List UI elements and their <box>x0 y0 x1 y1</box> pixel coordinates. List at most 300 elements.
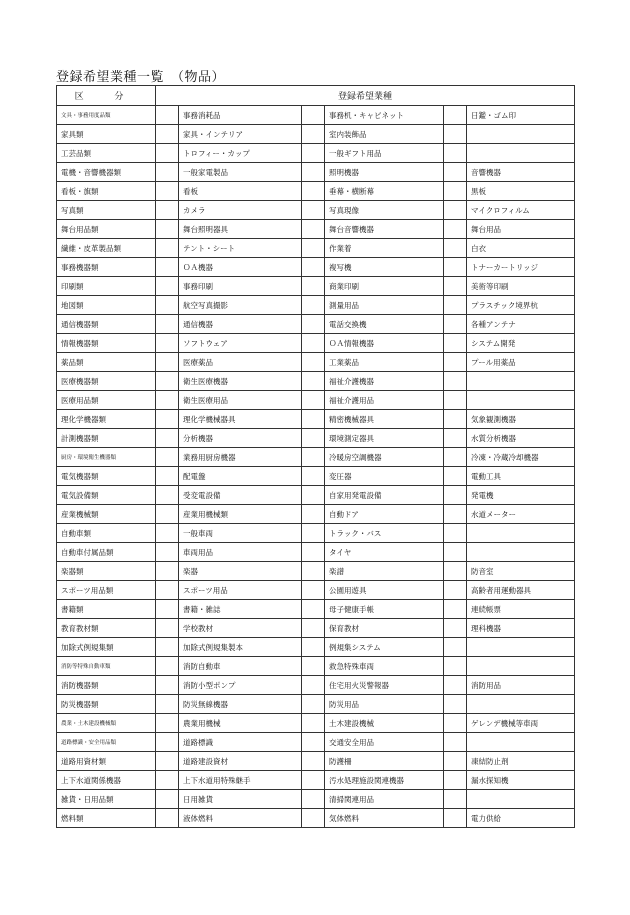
table-row <box>57 315 575 334</box>
checkbox-cell[interactable] <box>302 144 325 163</box>
industry-type-cell: 汚水処理施設関連機器 <box>325 771 444 790</box>
industry-type-cell <box>467 543 575 562</box>
industry-type-cell: 理科機器 <box>467 619 575 638</box>
checkbox-cell[interactable] <box>302 106 325 125</box>
checkbox-cell[interactable] <box>156 296 179 315</box>
industry-type-cell: 消防用品 <box>467 676 575 695</box>
table-row <box>57 448 575 467</box>
industry-type-cell: 楽器 <box>179 562 302 581</box>
industry-type-cell <box>467 391 575 410</box>
checkbox-cell[interactable] <box>444 106 467 125</box>
category-cell: 自動車付属品類 <box>57 543 156 562</box>
checkbox-cell[interactable] <box>302 277 325 296</box>
table-row <box>57 239 575 258</box>
checkbox-cell[interactable] <box>156 752 179 771</box>
industry-type-cell: 業務用厨房機器 <box>179 448 302 467</box>
category-cell: 舞台用品類 <box>57 220 156 239</box>
checkbox-cell[interactable] <box>302 315 325 334</box>
category-cell: 通信機器類 <box>57 315 156 334</box>
category-cell: 電機・音響機器類 <box>57 163 156 182</box>
industry-type-cell <box>467 657 575 676</box>
checkbox-cell[interactable] <box>444 410 467 429</box>
industry-type-cell: 黒板 <box>467 182 575 201</box>
industry-type-cell: トラック・バス <box>325 524 444 543</box>
industry-type-cell: 看板 <box>179 182 302 201</box>
checkbox-cell[interactable] <box>444 467 467 486</box>
checkbox-cell[interactable] <box>302 391 325 410</box>
checkbox-cell[interactable] <box>444 600 467 619</box>
category-cell: 印刷類 <box>57 277 156 296</box>
industry-type-cell: 連続帳票 <box>467 600 575 619</box>
checkbox-cell[interactable] <box>156 410 179 429</box>
checkbox-cell[interactable] <box>444 771 467 790</box>
checkbox-cell[interactable] <box>302 600 325 619</box>
industry-type-cell <box>467 144 575 163</box>
checkbox-cell[interactable] <box>156 372 179 391</box>
table-row <box>57 106 575 125</box>
table-row <box>57 638 575 657</box>
checkbox-cell[interactable] <box>156 771 179 790</box>
table-row <box>57 600 575 619</box>
category-cell: 工芸品類 <box>57 144 156 163</box>
industry-type-cell: 気象観測機器 <box>467 410 575 429</box>
industry-type-cell: ＯＡ情報機器 <box>325 334 444 353</box>
industry-type-cell: 商業印刷 <box>325 277 444 296</box>
industry-type-cell: 農業用機械 <box>179 714 302 733</box>
industry-type-cell: トナーカートリッジ <box>467 258 575 277</box>
checkbox-cell[interactable] <box>302 714 325 733</box>
category-cell: 防災機器類 <box>57 695 156 714</box>
checkbox-cell[interactable] <box>444 695 467 714</box>
table-row <box>57 277 575 296</box>
industry-type-cell: 自家用発電設備 <box>325 486 444 505</box>
table-row <box>57 353 575 372</box>
industry-type-cell: 気体燃料 <box>325 809 444 828</box>
category-cell: 看板・旗類 <box>57 182 156 201</box>
checkbox-cell[interactable] <box>302 182 325 201</box>
industry-type-cell: 車両用品 <box>179 543 302 562</box>
industry-type-cell: 事務消耗品 <box>179 106 302 125</box>
industry-type-cell: 産業用機械類 <box>179 505 302 524</box>
checkbox-cell[interactable] <box>156 676 179 695</box>
industry-type-cell: 防災無線機器 <box>179 695 302 714</box>
industry-type-cell: 発電機 <box>467 486 575 505</box>
industry-type-cell <box>467 733 575 752</box>
industry-type-cell: 事務机・キャビネット <box>325 106 444 125</box>
checkbox-cell[interactable] <box>444 486 467 505</box>
table-row <box>57 220 575 239</box>
checkbox-cell[interactable] <box>302 505 325 524</box>
table-row <box>57 562 575 581</box>
checkbox-cell[interactable] <box>302 220 325 239</box>
checkbox-cell[interactable] <box>302 771 325 790</box>
checkbox-cell[interactable] <box>444 372 467 391</box>
industry-types-header: 登録希望業種 <box>156 86 575 106</box>
checkbox-cell[interactable] <box>156 182 179 201</box>
category-cell: 農業・土木建設機械類 <box>57 714 156 733</box>
checkbox-cell[interactable] <box>302 543 325 562</box>
checkbox-cell[interactable] <box>444 543 467 562</box>
checkbox-cell[interactable] <box>156 657 179 676</box>
industry-type-cell <box>467 638 575 657</box>
table-row <box>57 809 575 828</box>
checkbox-cell[interactable] <box>302 125 325 144</box>
category-cell: 情報機器類 <box>57 334 156 353</box>
industry-type-cell: 防護柵 <box>325 752 444 771</box>
checkbox-cell[interactable] <box>302 239 325 258</box>
industry-type-cell: 福祉介護機器 <box>325 372 444 391</box>
checkbox-cell[interactable] <box>302 752 325 771</box>
table-row <box>57 125 575 144</box>
industry-type-cell: 保育教材 <box>325 619 444 638</box>
industry-type-cell: 学校教材 <box>179 619 302 638</box>
industry-type-cell: 上下水道用特殊継手 <box>179 771 302 790</box>
category-cell: 医療用品類 <box>57 391 156 410</box>
industry-type-cell: 各種アンテナ <box>467 315 575 334</box>
industry-type-cell: 通信機器 <box>179 315 302 334</box>
industry-type-cell: 福祉介護用品 <box>325 391 444 410</box>
industry-type-cell <box>467 524 575 543</box>
checkbox-cell[interactable] <box>156 334 179 353</box>
table-row <box>57 296 575 315</box>
table-row <box>57 201 575 220</box>
table-row <box>57 695 575 714</box>
industry-type-cell: 交通安全用品 <box>325 733 444 752</box>
checkbox-cell[interactable] <box>302 429 325 448</box>
industry-type-cell: 清掃関連用品 <box>325 790 444 809</box>
table-row <box>57 676 575 695</box>
checkbox-cell[interactable] <box>444 752 467 771</box>
page-title: 登録希望業種一覧 （物品） <box>56 70 226 85</box>
industry-type-cell: 舞台照明器具 <box>179 220 302 239</box>
checkbox-cell[interactable] <box>444 353 467 372</box>
industry-type-cell: 日用雑貨 <box>179 790 302 809</box>
industry-type-cell: 作業着 <box>325 239 444 258</box>
checkbox-cell[interactable] <box>444 505 467 524</box>
industry-type-cell: 液体燃料 <box>179 809 302 828</box>
checkbox-cell[interactable] <box>156 391 179 410</box>
industry-type-cell: 日鑑・ゴム印 <box>467 106 575 125</box>
industry-type-cell: 電力供給 <box>467 809 575 828</box>
table-row <box>57 144 575 163</box>
industry-type-cell: 音響機器 <box>467 163 575 182</box>
table-row <box>57 505 575 524</box>
category-cell: 書籍類 <box>57 600 156 619</box>
industry-type-cell: トロフィー・カップ <box>179 144 302 163</box>
category-cell: 産業機械類 <box>57 505 156 524</box>
checkbox-cell[interactable] <box>156 144 179 163</box>
industry-type-cell: 書籍・雑誌 <box>179 600 302 619</box>
checkbox-cell[interactable] <box>156 790 179 809</box>
category-cell: 電気機器類 <box>57 467 156 486</box>
industry-type-cell: 室内装飾品 <box>325 125 444 144</box>
checkbox-cell[interactable] <box>156 524 179 543</box>
industry-type-cell: カメラ <box>179 201 302 220</box>
industry-type-cell: 複写機 <box>325 258 444 277</box>
checkbox-cell[interactable] <box>444 258 467 277</box>
checkbox-cell[interactable] <box>156 239 179 258</box>
category-cell: 薬品類 <box>57 353 156 372</box>
industry-type-cell: 土木建設機械 <box>325 714 444 733</box>
industry-type-cell: 一般ギフト用品 <box>325 144 444 163</box>
category-cell: 文具・事務用度品類 <box>57 106 156 125</box>
category-cell: 消防機器類 <box>57 676 156 695</box>
checkbox-cell[interactable] <box>302 733 325 752</box>
industry-type-cell: 一般車両 <box>179 524 302 543</box>
industry-type-cell: 例規集システム <box>325 638 444 657</box>
industry-type-cell: 水道メーター <box>467 505 575 524</box>
industry-type-cell: 工業薬品 <box>325 353 444 372</box>
checkbox-cell[interactable] <box>444 220 467 239</box>
industry-type-cell: システム開発 <box>467 334 575 353</box>
table-row <box>57 182 575 201</box>
checkbox-cell[interactable] <box>444 809 467 828</box>
checkbox-cell[interactable] <box>156 809 179 828</box>
industry-type-cell <box>467 125 575 144</box>
checkbox-cell[interactable] <box>302 695 325 714</box>
table-row <box>57 372 575 391</box>
checkbox-cell[interactable] <box>302 676 325 695</box>
industry-type-cell: 変圧器 <box>325 467 444 486</box>
checkbox-cell[interactable] <box>156 562 179 581</box>
checkbox-cell[interactable] <box>156 125 179 144</box>
category-cell: 楽器類 <box>57 562 156 581</box>
checkbox-cell[interactable] <box>302 790 325 809</box>
checkbox-cell[interactable] <box>156 486 179 505</box>
checkbox-cell[interactable] <box>302 296 325 315</box>
checkbox-cell[interactable] <box>444 448 467 467</box>
industry-type-cell: 写真現像 <box>325 201 444 220</box>
checkbox-cell[interactable] <box>302 809 325 828</box>
checkbox-cell[interactable] <box>156 543 179 562</box>
category-cell: 雑貨・日用品類 <box>57 790 156 809</box>
checkbox-cell[interactable] <box>302 334 325 353</box>
industry-type-cell: 事務印刷 <box>179 277 302 296</box>
industry-type-cell: 環境測定器具 <box>325 429 444 448</box>
checkbox-cell[interactable] <box>444 182 467 201</box>
checkbox-cell[interactable] <box>302 581 325 600</box>
category-cell: 厨房・環境衛生機器類 <box>57 448 156 467</box>
checkbox-cell[interactable] <box>444 391 467 410</box>
checkbox-cell[interactable] <box>444 733 467 752</box>
table-row <box>57 771 575 790</box>
category-cell: 教育教材類 <box>57 619 156 638</box>
industry-type-cell: 分析機器 <box>179 429 302 448</box>
checkbox-cell[interactable] <box>156 163 179 182</box>
checkbox-cell[interactable] <box>444 296 467 315</box>
checkbox-cell[interactable] <box>156 695 179 714</box>
checkbox-cell[interactable] <box>302 562 325 581</box>
checkbox-cell[interactable] <box>444 714 467 733</box>
checkbox-cell[interactable] <box>302 524 325 543</box>
checkbox-cell[interactable] <box>302 258 325 277</box>
industry-type-cell: 測量用品 <box>325 296 444 315</box>
table-row <box>57 467 575 486</box>
checkbox-cell[interactable] <box>156 505 179 524</box>
category-cell: 家具類 <box>57 125 156 144</box>
checkbox-cell[interactable] <box>302 448 325 467</box>
checkbox-cell[interactable] <box>444 562 467 581</box>
checkbox-cell[interactable] <box>444 524 467 543</box>
category-cell: 自動車類 <box>57 524 156 543</box>
industry-type-cell: 冷凍・冷蔵冷却機器 <box>467 448 575 467</box>
table-row <box>57 790 575 809</box>
checkbox-cell[interactable] <box>156 220 179 239</box>
checkbox-cell[interactable] <box>444 581 467 600</box>
industry-type-cell <box>467 372 575 391</box>
category-cell: 加除式例規集類 <box>57 638 156 657</box>
industry-type-cell: 白衣 <box>467 239 575 258</box>
checkbox-cell[interactable] <box>444 315 467 334</box>
industry-type-cell: 衛生医療用品 <box>179 391 302 410</box>
industry-type-cell: ＯＡ機器 <box>179 258 302 277</box>
industry-type-cell: ソフトウェア <box>179 334 302 353</box>
checkbox-cell[interactable] <box>156 448 179 467</box>
table-row <box>57 581 575 600</box>
checkbox-cell[interactable] <box>156 258 179 277</box>
checkbox-cell[interactable] <box>156 201 179 220</box>
industry-type-cell: ゲレンデ機械等車両 <box>467 714 575 733</box>
checkbox-cell[interactable] <box>156 277 179 296</box>
industry-type-cell: テント・シート <box>179 239 302 258</box>
table-row <box>57 334 575 353</box>
checkbox-cell[interactable] <box>302 657 325 676</box>
checkbox-cell[interactable] <box>302 372 325 391</box>
category-cell: 道路用資材類 <box>57 752 156 771</box>
industry-type-cell: 凍結防止剤 <box>467 752 575 771</box>
checkbox-cell[interactable] <box>302 619 325 638</box>
industry-type-cell: プール用薬品 <box>467 353 575 372</box>
checkbox-cell[interactable] <box>156 600 179 619</box>
checkbox-cell[interactable] <box>302 353 325 372</box>
checkbox-cell[interactable] <box>156 581 179 600</box>
industry-type-cell: 精密機械器具 <box>325 410 444 429</box>
checkbox-cell[interactable] <box>156 619 179 638</box>
checkbox-cell[interactable] <box>302 163 325 182</box>
industry-type-cell: マイクロフィルム <box>467 201 575 220</box>
checkbox-cell[interactable] <box>444 657 467 676</box>
checkbox-cell[interactable] <box>444 163 467 182</box>
table-row <box>57 486 575 505</box>
checkbox-cell[interactable] <box>156 315 179 334</box>
checkbox-cell[interactable] <box>302 486 325 505</box>
checkbox-cell[interactable] <box>156 467 179 486</box>
category-header: 区 分 <box>57 86 156 106</box>
industry-type-cell: 受変電設備 <box>179 486 302 505</box>
industry-type-cell <box>467 790 575 809</box>
checkbox-cell[interactable] <box>444 429 467 448</box>
industry-type-cell: 美術等印刷 <box>467 277 575 296</box>
category-cell: 道路標識・安全用品類 <box>57 733 156 752</box>
industry-type-cell: 垂幕・横断幕 <box>325 182 444 201</box>
table-row <box>57 543 575 562</box>
category-cell: 電気設備類 <box>57 486 156 505</box>
industry-type-cell: 漏水探知機 <box>467 771 575 790</box>
table-row <box>57 391 575 410</box>
category-cell: 理化学機器類 <box>57 410 156 429</box>
category-cell: 燃料類 <box>57 809 156 828</box>
industry-type-cell: 一般家電製品 <box>179 163 302 182</box>
industry-type-cell: 高齢者用運動器具 <box>467 581 575 600</box>
industry-table <box>56 85 575 828</box>
industry-type-cell <box>467 695 575 714</box>
industry-type-cell: 水質分析機器 <box>467 429 575 448</box>
table-row <box>57 752 575 771</box>
industry-type-cell: タイヤ <box>325 543 444 562</box>
checkbox-cell[interactable] <box>444 334 467 353</box>
industry-type-cell: 衛生医療機器 <box>179 372 302 391</box>
category-cell: 写真類 <box>57 201 156 220</box>
industry-type-cell: 電動工具 <box>467 467 575 486</box>
industry-type-cell: 航空写真撮影 <box>179 296 302 315</box>
category-cell: 消防等特殊自動車類 <box>57 657 156 676</box>
checkbox-cell[interactable] <box>156 353 179 372</box>
industry-type-cell: 楽譜 <box>325 562 444 581</box>
checkbox-cell[interactable] <box>156 106 179 125</box>
industry-type-cell: 電話交換機 <box>325 315 444 334</box>
table-row <box>57 524 575 543</box>
table-row <box>57 657 575 676</box>
table-row <box>57 410 575 429</box>
industry-type-cell: 舞台用品 <box>467 220 575 239</box>
industry-type-cell: 防災用品 <box>325 695 444 714</box>
checkbox-cell[interactable] <box>302 201 325 220</box>
table-row <box>57 258 575 277</box>
industry-type-cell: 母子健康手帳 <box>325 600 444 619</box>
category-cell: 上下水道関係機器 <box>57 771 156 790</box>
category-cell: 計測機器類 <box>57 429 156 448</box>
checkbox-cell[interactable] <box>444 790 467 809</box>
checkbox-cell[interactable] <box>444 638 467 657</box>
industry-type-cell: 理化学機械器具 <box>179 410 302 429</box>
industry-type-cell: 舞台音響機器 <box>325 220 444 239</box>
category-cell: 地図類 <box>57 296 156 315</box>
table-row <box>57 429 575 448</box>
checkbox-cell[interactable] <box>156 733 179 752</box>
industry-type-cell: 消防小型ポンプ <box>179 676 302 695</box>
table-header-row <box>57 86 575 106</box>
checkbox-cell[interactable] <box>444 619 467 638</box>
industry-type-cell: 照明機器 <box>325 163 444 182</box>
checkbox-cell[interactable] <box>302 410 325 429</box>
category-cell: 医療機器類 <box>57 372 156 391</box>
checkbox-cell[interactable] <box>444 201 467 220</box>
checkbox-cell[interactable] <box>444 144 467 163</box>
industry-type-cell: 道路標識 <box>179 733 302 752</box>
industry-type-cell: 公園用遊具 <box>325 581 444 600</box>
checkbox-cell[interactable] <box>302 467 325 486</box>
category-cell: 繊維・皮革製品類 <box>57 239 156 258</box>
table-row <box>57 733 575 752</box>
industry-type-cell: 自動ドア <box>325 505 444 524</box>
checkbox-cell[interactable] <box>156 638 179 657</box>
checkbox-cell[interactable] <box>444 676 467 695</box>
industry-type-cell: 医療薬品 <box>179 353 302 372</box>
industry-type-cell: 冷暖房空調機器 <box>325 448 444 467</box>
industry-type-cell: プラスチック境界杭 <box>467 296 575 315</box>
checkbox-cell[interactable] <box>444 125 467 144</box>
table-row <box>57 619 575 638</box>
industry-type-cell: 道路建設資材 <box>179 752 302 771</box>
industry-type-cell: 救急特殊車両 <box>325 657 444 676</box>
checkbox-cell[interactable] <box>444 277 467 296</box>
category-cell: スポーツ用品類 <box>57 581 156 600</box>
checkbox-cell[interactable] <box>444 239 467 258</box>
checkbox-cell[interactable] <box>156 714 179 733</box>
checkbox-cell[interactable] <box>156 429 179 448</box>
checkbox-cell[interactable] <box>302 638 325 657</box>
industry-type-cell: 加除式例規集製本 <box>179 638 302 657</box>
